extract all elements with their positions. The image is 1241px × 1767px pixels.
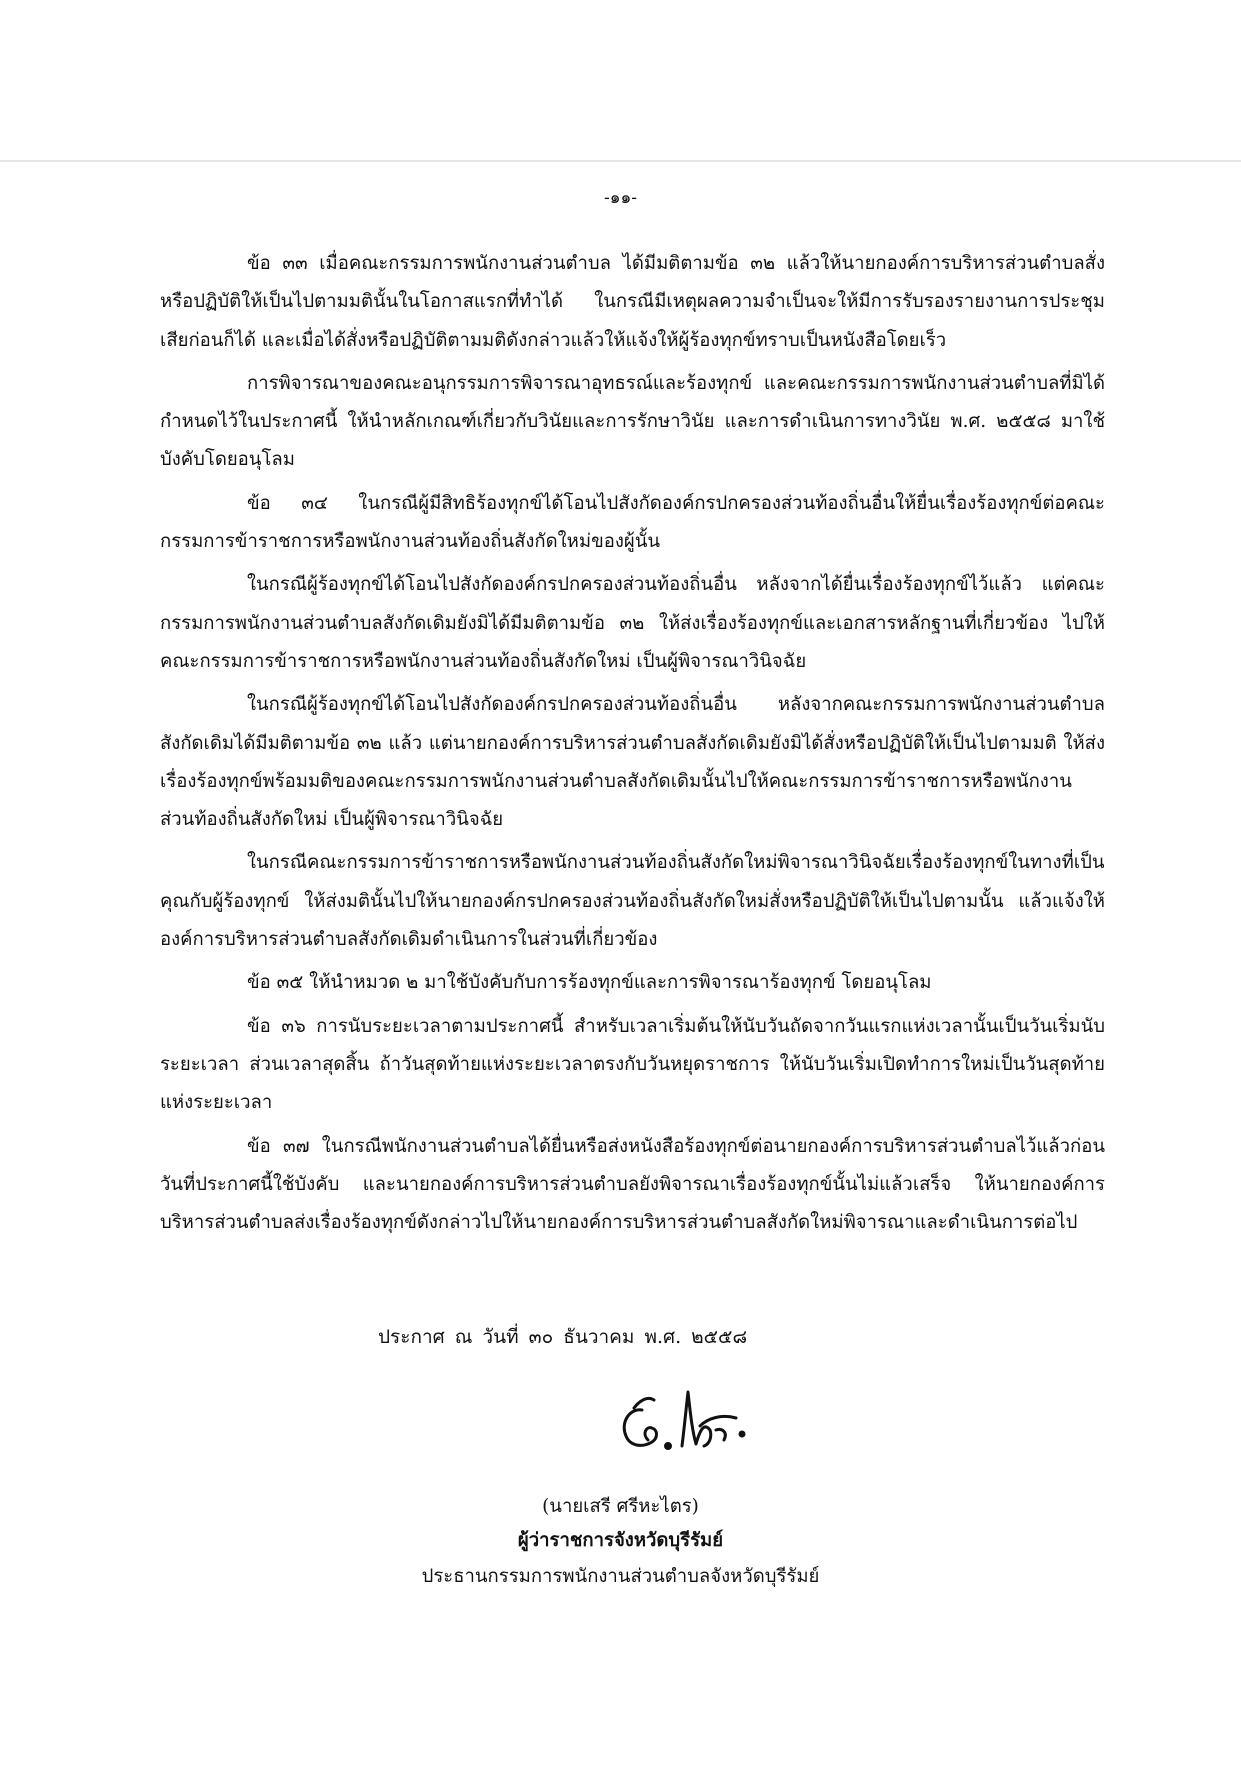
handwritten-signature (612, 1370, 752, 1479)
paragraph-article-34-favorable-decision: ในกรณีคณะกรรมการข้าราชการหรือพนักงานส่วนท้องถิ่นสังกัดใหม่พิจารณาวินิจฉัยเรื่องร้องทุกข์ในทางที่เป็นคุณกับผู้ร้องทุกข์ ให้ส่งมตินั้นไปให้นายกองค์กรปกครองส่วนท้องถิ่นสังกัดใหม่สั่งหรือปฏิบัติให้เป็นไปตามนั้น แล้วแจ้งให้องค์การบริหารส่วนตำบลสังกัดเดิมดำเนินการในส่วนที่เกี่ยวข้อง (160, 852, 1105, 951)
document-body (160, 245, 1105, 1247)
paragraph-article-36: ข้อ ๓๖ การนับระยะเวลาตามประกาศนี้ สำหรับเวลาเริ่มต้นให้นับวันถัดจากวันแรกแห่งเวลานั้นเป็นวันเริ่มนับระยะเวลา ส่วนเวลาสุดสิ้น ถ้าวันสุดท้ายแห่งระยะเวลาตรงกับวันหยุดราชการ ให้นับวันเริ่มเปิดทำการใหม่เป็นวันสุดท้ายแห่งระยะเวลา (160, 1015, 1105, 1114)
paragraph-article-33-procedure: การพิจารณาของคณะอนุกรรมการพิจารณาอุทธรณ์และร้องทุกข์ และคณะกรรมการพนักงานส่วนตำบลที่มิได้กำหนดไว้ในประกาศนี้ ให้นำหลักเกณฑ์เกี่ยวกับวินัยและการรักษาวินัย และการดำเนินการทางวินัย พ.ศ. ๒๕๕๘ มาใช้บังคับโดยอนุโลม (160, 372, 1106, 471)
signatory-name: (นายเสรี ศรีหะไตร) (542, 1496, 699, 1517)
page-number: -๑๑- (603, 188, 638, 208)
paragraph-article-34: ข้อ ๓๔ ในกรณีผู้มีสิทธิร้องทุกข์ได้โอนไปสังกัดองค์กรปกครองส่วนท้องถิ่นอื่นให้ยื่นเรื่องร้องทุกข์ต่อคณะกรรมการข้าราชการหรือพนักงานส่วนท้องถิ่นสังกัดใหม่ของผู้นั้น (160, 492, 1105, 553)
paragraph-article-34-transfer-after-resolution: ในกรณีผู้ร้องทุกข์ได้โอนไปสังกัดองค์กรปกครองส่วนท้องถิ่นอื่น หลังจากคณะกรรมการพนักงานส่วนตำบลสังกัดเดิมได้มีมติตามข้อ ๓๒ แล้ว แต่นายกองค์การบริหารส่วนตำบลสังกัดเดิมยังมิได้สั่งหรือปฏิบัติให้เป็นไปตามมติ ให้ส่งเรื่องร้องทุกข์พร้อมมติของคณะกรรมการพนักงานส่วนตำบลสังกัดเดิมนั้นไปให้คณะกรรมการข้าราชการหรือพนักงานส่วนท้องถิ่นสังกัดใหม่ เป็นผู้พิจารณาวินิจฉัย (160, 694, 1105, 831)
signatory-role: ประธานกรรมการพนักงานส่วนตำบลจังหวัดบุรีรัมย์ (421, 1566, 820, 1587)
signatory-title: ผู้ว่าราชการจังหวัดบุรีรัมย์ (517, 1530, 724, 1551)
paragraph-article-33: ข้อ ๓๓ เมื่อคณะกรรมการพนักงานส่วนตำบล ได้มีมติตามข้อ ๓๒ แล้วให้นายกองค์การบริหารส่วนตำบลสั่งหรือปฏิบัติให้เป็นไปตามมตินั้นในโอกาสแรกที่ทำได้ ในกรณีมีเหตุผลความจำเป็นจะให้มีการรับรองรายงานการประชุมเสียก่อนก็ได้ และเมื่อได้สั่งหรือปฏิบัติตามมติดังกล่าวแล้วให้แจ้งให้ผู้ร้องทุกข์ทราบเป็นหนังสือโดยเร็ว (160, 253, 1105, 351)
announcement-date: ประกาศ ณ วันที่ ๓๐ ธันวาคม พ.ศ. ๒๕๕๘ (378, 1326, 748, 1348)
paragraph-article-34-transfer-before-resolution: ในกรณีผู้ร้องทุกข์ได้โอนไปสังกัดองค์กรปกครองส่วนท้องถิ่นอื่น หลังจากได้ยื่นเรื่องร้องทุกข์ไว้แล้ว แต่คณะกรรมการพนักงานส่วนตำบลสังกัดเดิมยังมิได้มีมติตามข้อ ๓๒ ให้ส่งเรื่องร้องทุกข์และเอกสารหลักฐานที่เกี่ยวข้อง ไปให้คณะกรรมการข้าราชการหรือพนักงานส่วนท้องถิ่นสังกัดใหม่ เป็นผู้พิจารณาวินิจฉัย (160, 574, 1105, 672)
paragraph-article-37: ข้อ ๓๗ ในกรณีพนักงานส่วนตำบลได้ยื่นหรือส่งหนังสือร้องทุกข์ต่อนายกองค์การบริหารส่วนตำบลไว้แล้วก่อนวันที่ประกาศนี้ใช้บังคับ และนายกองค์การบริหารส่วนตำบลยังพิจารณาเรื่องร้องทุกข์นั้นไม่แล้วเสร็จ ให้นายกองค์การบริหารส่วนตำบลส่งเรื่องร้องทุกข์ดังกล่าวไปให้นายกองค์การบริหารส่วนตำบลสังกัดใหม่พิจารณาและดำเนินการต่อไป (160, 1135, 1105, 1234)
scan-edge-line (0, 160, 1241, 162)
paragraph-article-35: ข้อ ๓๕ ให้นำหมวด ๒ มาใช้บังคับกับการร้องทุกข์และการพิจารณาร้องทุกข์ โดยอนุโลม (247, 972, 932, 994)
